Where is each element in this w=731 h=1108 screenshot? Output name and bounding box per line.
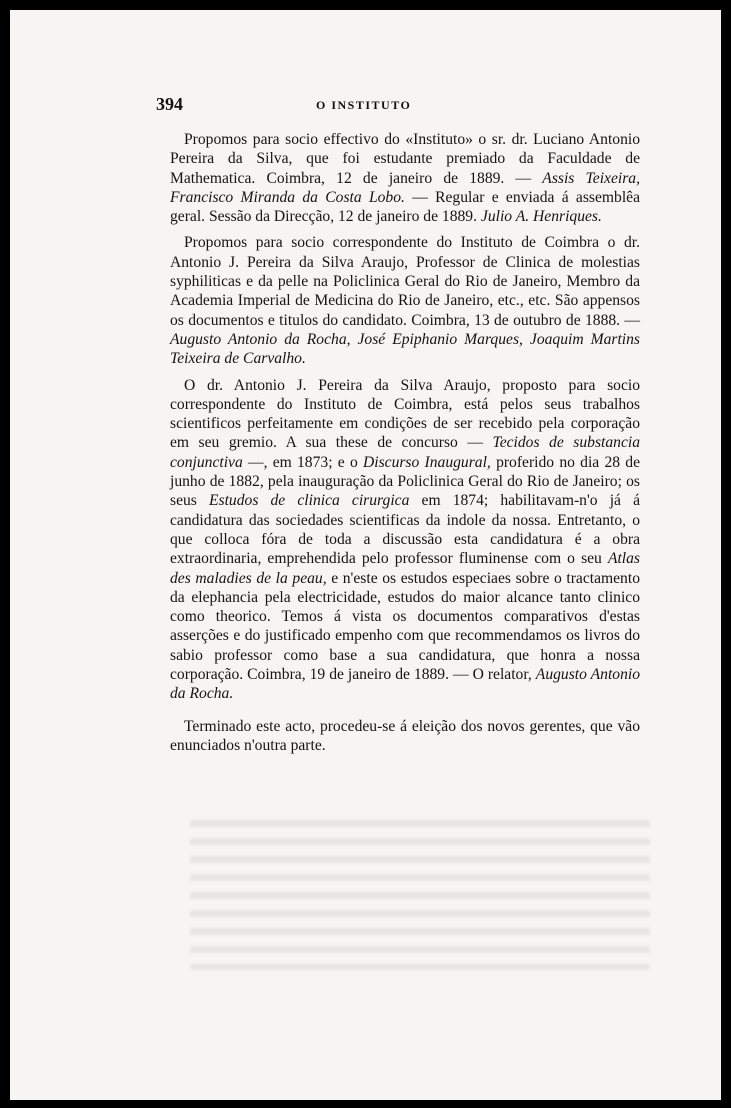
page-body [170,130,640,755]
page-number: 394 [156,94,183,114]
paragraph-proposal-araujo [170,233,640,368]
text-run: em 1874; habilitavam-n'o já á candidatura das sociedades scientificas da indole da nossa. Entretanto, o que colloca fóra de toda a discussão esta candidatura é a obra extraordinaria, emprehendida pelo professor fluminense com o seu [170,492,640,568]
text-run: —, em 1873; e o [242,453,363,471]
italic-text: Discurso Inaugural, [362,453,491,471]
italic-text: Atlas des maladies de la peau, [170,550,640,587]
text-run: Terminado este acto, procedeu-se á eleição dos novos gerentes, que vão enunciados n'outra parte. [170,717,640,754]
text-run: O dr. Antonio J. Pereira da Silva Araujo, proposto para socio correspondente do Instituto de Coimbra, está pelos seus trabalhos scientificos perfeitamente em condições de ser recebido pela corporação em seu gremio. A sua these de concurso — [170,376,640,452]
italic-text: Assis Teixeira, Francisco Miranda da Costa Lobo. [170,169,640,206]
italic-text: Julio A. Henriques. [480,208,602,226]
text-run: — Regular e enviada á assemblêa geral. Sessão da Direcção, 12 de janeiro de 1889. [170,188,640,226]
italic-text: Estudos de clinica cirurgica [209,492,410,510]
text-run: Propomos para socio correspondente do Instituto de Coimbra o dr. Antonio J. Pereira da Silva Araujo, Professor de Clinica de molestias syphiliticas e da pelle na Policlinica Geral do Rio de Janeiro, Membro da Academia Imperial de Medicina do Rio de Janeiro, etc., etc. São appensos os documentos e titulos do candidato. Coimbra, 13 de outubro de 1888. — [170,234,640,329]
paragraph-proposal-luciano [170,130,640,226]
page-header [156,94,631,114]
running-title: O INSTITUTO [316,98,412,112]
italic-text: Tecidos de substancia conjunctiva [170,434,640,471]
paragraph-report-araujo [170,376,640,704]
text-run: proferido no dia 28 de junho de 1882, pela inauguração da Policlinica Geral do Rio de Janeiro; os seus [170,453,641,510]
italic-text: Augusto Antonio da Rocha. [170,666,641,703]
text-run: Propomos para socio effectivo do «Instituto» o sr. dr. Luciano Antonio Pereira da Silva, que foi estudante premiado da Faculdade de Mathematica. Coimbra, 12 de janeiro de 1889. — [170,131,640,187]
text-run: e n'este os estudos especiaes sobre o tractamento da elephancia pela electricidade, estudos do maior alcance tanto clinico como theorico. Temos á vista os documentos comparativos d'estas asserções e do justificado empenho com que recommendamos os livros do sabio professor como base a sua candidatura, que honra a nossa corporação. Coimbra, 19 de janeiro de 1889. — O relator, [170,569,640,684]
paragraph-closing [170,717,640,756]
italic-text: Augusto Antonio da Rocha, José Epiphanio Marques, Joaquim Martins Teixeira de Carvalho. [170,330,640,368]
show-through-text [190,820,650,970]
